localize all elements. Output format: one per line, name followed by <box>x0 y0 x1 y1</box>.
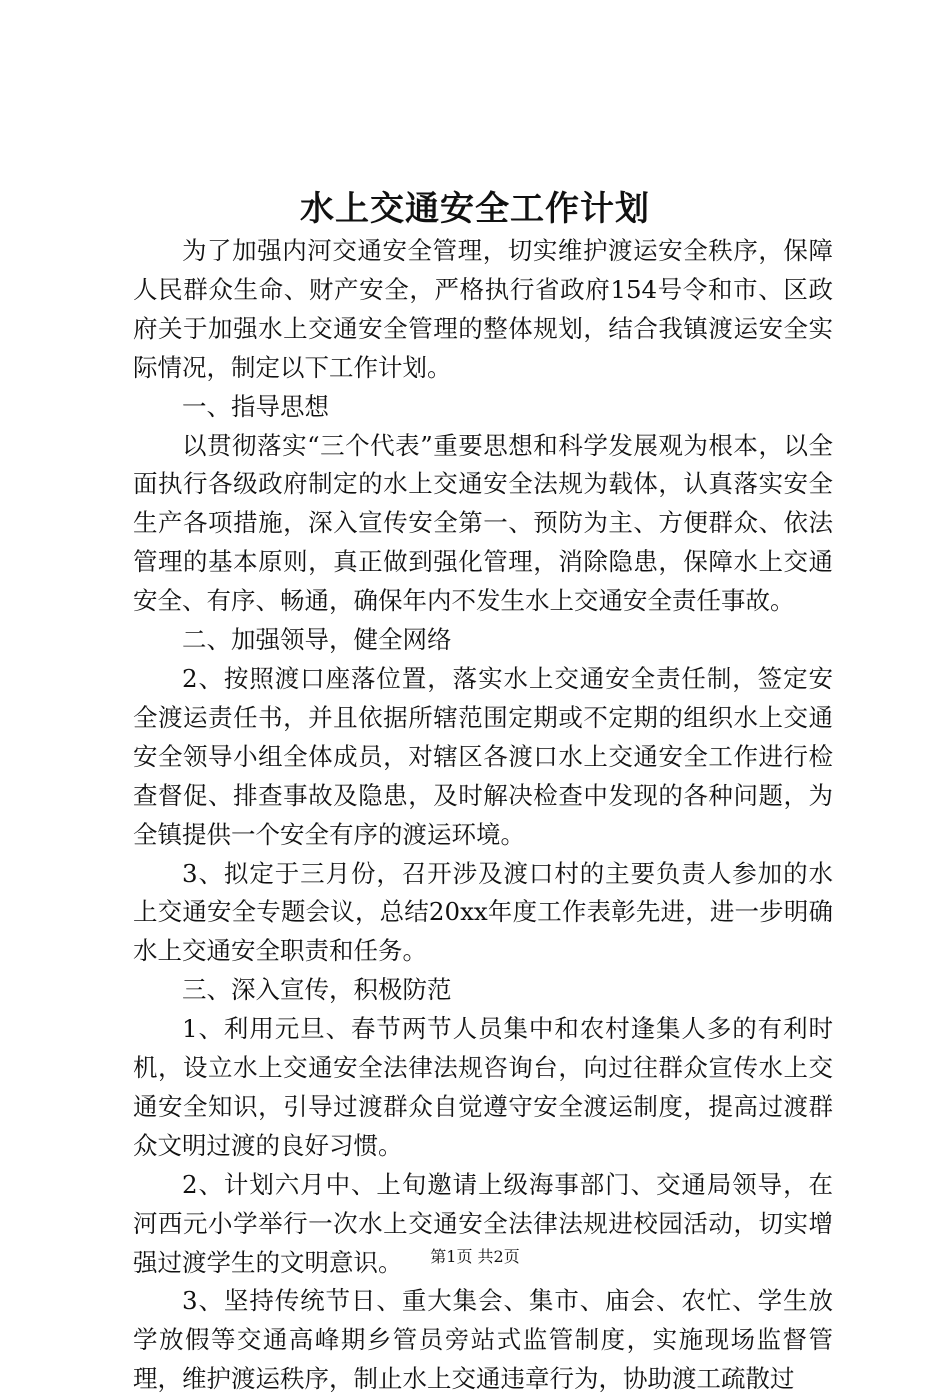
page-number-footer: 第1页 共2页 <box>430 1247 520 1266</box>
document-body <box>133 232 833 1399</box>
leadership-item-2: 2、按照渡口座落位置，落实水上交通安全责任制，签定安全渡运责任书，并且依据所辖范围定期或不定期的组织水上交通安全领导小组全体成员，对辖区各渡口水上交通安全工作进行检查督促、排查事故及隐患，及时解决检查中发现的各种问题，为全镇提供一个安全有序的渡运环境。 <box>133 663 833 849</box>
publicity-item-2: 2、计划六月中、上旬邀请上级海事部门、交通局领导，在河西元小学举行一次水上交通安全法律法规进校园活动，切实增强过渡学生的文明意识。 <box>133 1169 833 1277</box>
section-heading-leadership: 二、加强领导，健全网络 <box>182 625 452 655</box>
section-heading-publicity: 三、深入宣传，积极防范 <box>182 975 452 1005</box>
publicity-item-1: 1、利用元旦、春节两节人员集中和农村逢集人多的有利时机，设立水上交通安全法律法规咨询台，向过往群众宣传水上交通安全知识，引导过渡群众自觉遵守安全渡运制度，提高过渡群众文明过渡的良好习惯。 <box>133 1014 833 1160</box>
intro-paragraph: 为了加强内河交通安全管理，切实维护渡运安全秩序，保障人民群众生命、财产安全，严格执行省政府154号令和市、区政府关于加强水上交通安全管理的整体规划，结合我镇渡运安全实际情况，制定以下工作计划。 <box>133 236 833 382</box>
publicity-item-3: 3、坚持传统节日、重大集会、集市、庙会、农忙、学生放学放假等交通高峰期乡管员旁站式监管制度，实施现场监督管理，维护渡运秩序，制止水上交通违章行为，协助渡工疏散过 <box>133 1286 833 1394</box>
guiding-thought-paragraph: 以贯彻落实“三个代表”重要思想和科学发展观为根本，以全面执行各级政府制定的水上交通安全法规为载体，认真落实安全生产各项措施，深入宣传安全第一、预防为主、方便群众、依法管理的基本原则，真正做到强化管理，消除隐患，保障水上交通安全、有序、畅通，确保年内不发生水上交通安全责任事故。 <box>133 430 833 616</box>
section-heading-guiding-thought: 一、指导思想 <box>182 391 329 421</box>
document-title: 水上交通安全工作计划 <box>300 189 650 229</box>
leadership-item-3: 3、拟定于三月份，召开涉及渡口村的主要负责人参加的水上交通安全专题会议，总结20xx年度工作表彰先进，进一步明确水上交通安全职责和任务。 <box>133 858 833 966</box>
